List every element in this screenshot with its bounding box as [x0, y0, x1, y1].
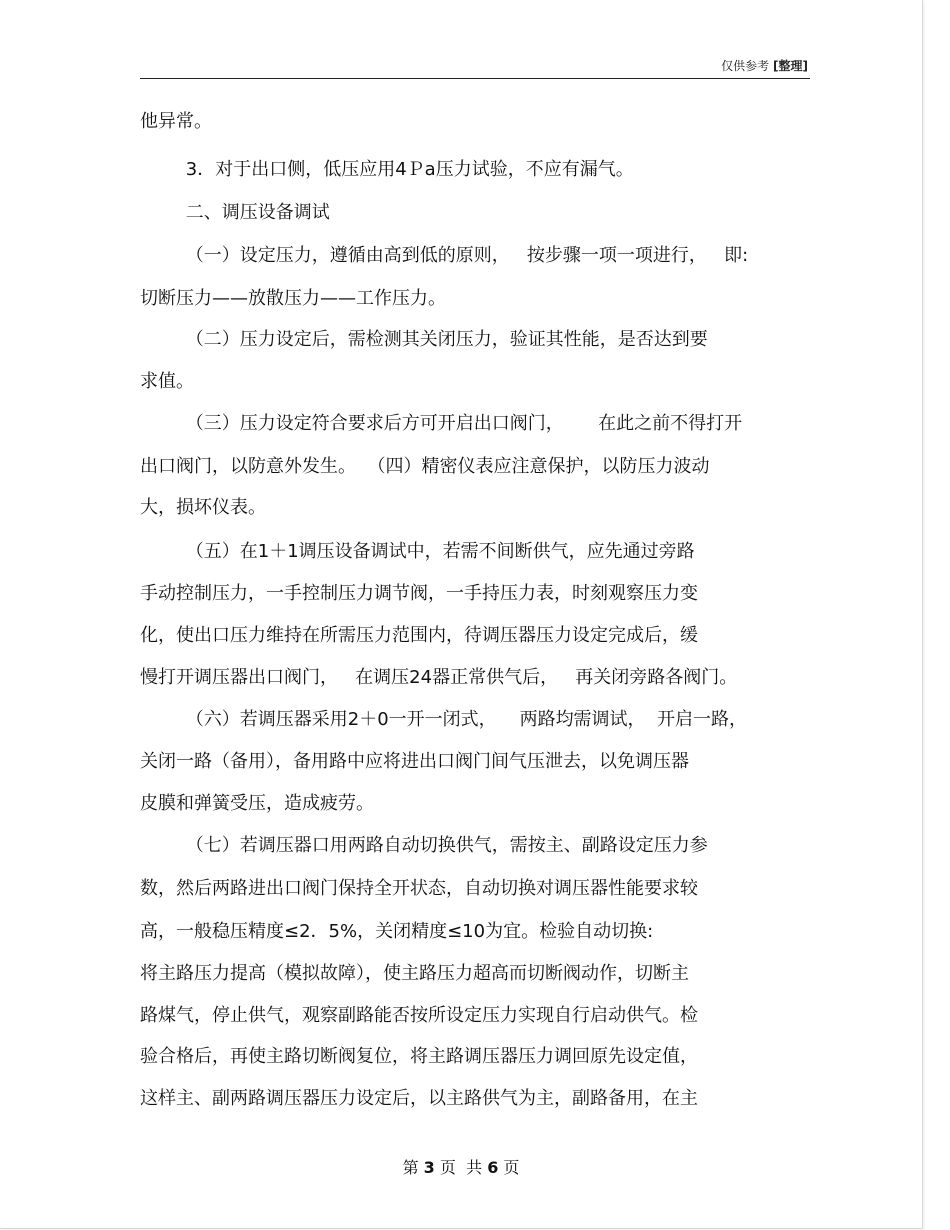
footer-current-page: 3 — [423, 1158, 435, 1177]
body-line: （五）在1＋1调压设备调试中，若需不间断供气，应先通过旁路 — [140, 541, 695, 562]
body-line: 关闭一路（备用），备用路中应将进出口阀门间气压泄去，以免调压器 — [140, 751, 689, 772]
body-line: 切断压力——放散压力——工作压力。 — [140, 288, 446, 309]
header-tag: [整理] — [773, 59, 808, 73]
body-line: 慢打开调压器出口阀门， 在调压24器正常供气后， 再关闭旁路各阀门。 — [140, 667, 738, 688]
body-line: 化，使出口压力维持在所需压力范围内，待调压器压力设定完成后，缓 — [140, 625, 698, 646]
body-line: 皮膜和弹簧受压，造成疲劳。 — [140, 793, 374, 814]
body-line: 路煤气，停止供气，观察副路能否按所设定压力实现自行启动供气。检 — [140, 1005, 698, 1026]
body-line: 出口阀门，以防意外发生。 （四）精密仪表应注意保护，以防压力波动 — [140, 456, 710, 477]
body-line: 大，损坏仪表。 — [140, 497, 266, 518]
footer-total-pages: 6 — [487, 1158, 499, 1177]
header-label — [721, 57, 808, 74]
body-line: 数，然后两路进出口阀门保持全开状态，自动切换对调压器性能要求较 — [140, 878, 698, 899]
body-line: 这样主、副两路调压器压力设定后，以主路供气为主，副路备用，在主 — [140, 1088, 698, 1109]
body-line: （三）压力设定符合要求后方可开启出口阀门， 在此之前不得打开 — [140, 413, 743, 434]
body-line: （六）若调压器采用2＋0一开一闭式， 两路均需调试， 开启一路， — [140, 709, 748, 730]
body-line: 高，一般稳压精度≤2．5%，关闭精度≤10为宜。检验自动切换: — [140, 921, 654, 942]
footer-mid: 页 共 — [439, 1158, 483, 1177]
page-header — [140, 52, 810, 79]
body-line: （一）设定压力，遵循由高到低的原则， 按步骤一项一项进行， 即: — [140, 245, 749, 266]
body-line: 二、调压设备调试 — [140, 202, 330, 223]
footer-prefix: 第 — [402, 1158, 419, 1177]
page-footer — [0, 1155, 922, 1178]
body-line: （二）压力设定后，需检测其关闭压力，验证其性能，是否达到要 — [140, 329, 708, 350]
body-line: （七）若调压器口用两路自动切换供气，需按主、副路设定压力参 — [140, 835, 708, 856]
header-prefix: 仅供参考 — [721, 59, 770, 73]
body-line: 验合格后，再使主路切断阀复位，将主路调压器压力调回原先设定值， — [140, 1046, 698, 1067]
body-line: 求值。 — [140, 371, 194, 392]
body-line: 手动控制压力，一手控制压力调节阀，一手持压力表，时刻观察压力变 — [140, 583, 698, 604]
body-line: 将主路压力提高（模拟故障），使主路压力超高而切断阀动作，切断主 — [140, 963, 689, 984]
body-line: 3．对于出口侧，低压应用4Ｐa压力试验，不应有漏气。 — [140, 159, 634, 180]
footer-suffix: 页 — [503, 1158, 520, 1177]
body-line: 他异常。 — [140, 111, 212, 132]
